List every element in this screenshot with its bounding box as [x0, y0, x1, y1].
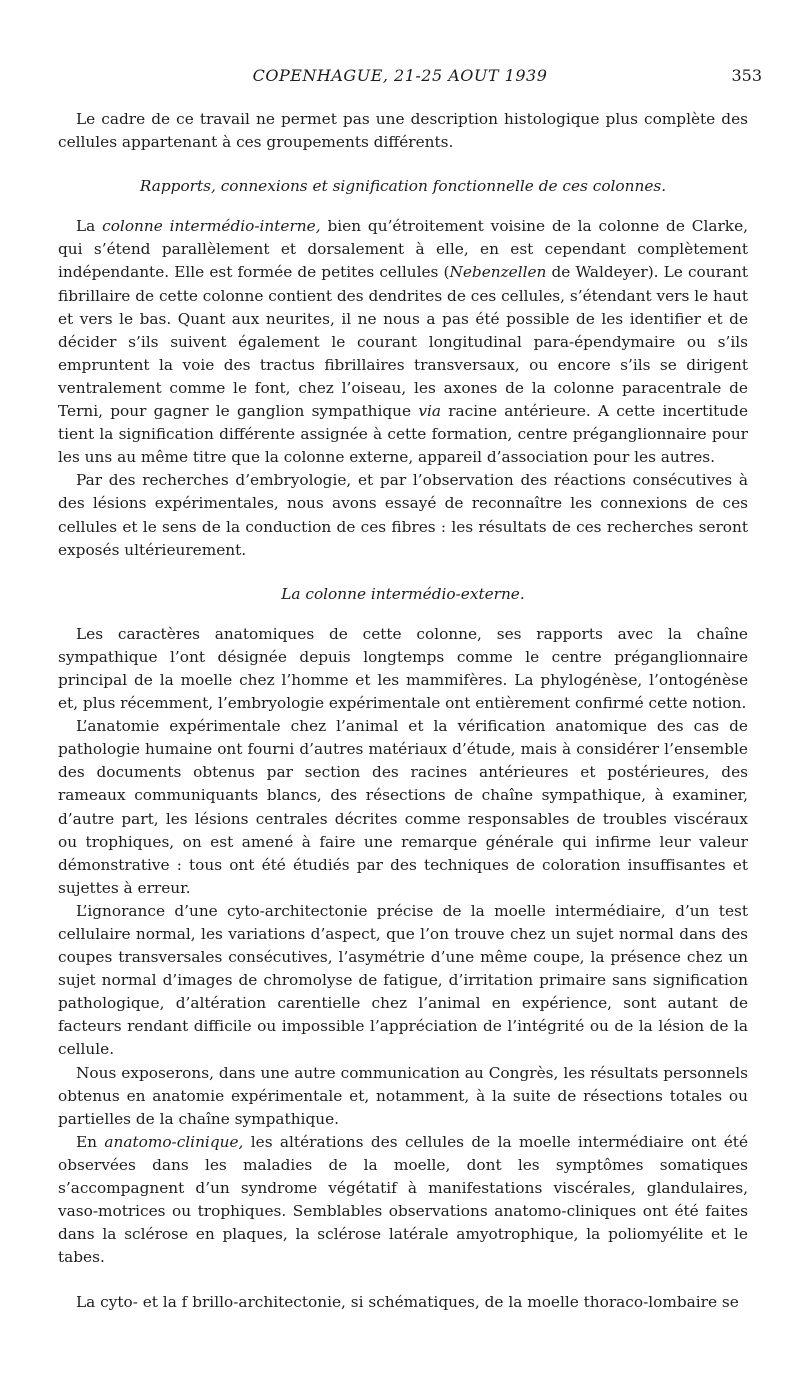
page-number: 353: [731, 66, 762, 85]
paragraph-cyto-architectonie: L’ignorance d’une cyto-architectonie précise de la moelle intermédiaire, d’un test cellulaire normal, les variations d’aspect, que l’on trouve chez un sujet normal dans des coupes transversales consécutives, l’asymétrie d’une même coupe, la présence chez un sujet normal d’images de chromolyse de fatigue, d’irritation primaire sans signification pathologique, d’altération carentielle chez l’animal en expérience, sont autant de facteurs rendant difficile ou impossible l’appréciation de l’intégrité ou de la lésion de la cellule.: [58, 901, 748, 1059]
text-run: de Waldeyer). Le courant fibrillaire de cette colonne contient des dendrites de ces cellules, s’étendant vers le haut et vers le bas. Quant aux neurites, il ne nous a pas été possible de les identifier et de décider s’ils suivent également le courant longitudinal para-épendymaire ou s’ils empruntent la voie des tractus fibrillaires transversaux, ou encore s’ils se dirigent ventralement comme le font, chez l’oiseau, les axones de la colonne paracentrale de Terni, pour gagner le ganglion sympathique: [58, 263, 749, 421]
paragraph-cell-groups: Le cadre de ce travail ne permet pas une description histologique plus complète des cellules appartenant à ces groupements différents.: [58, 110, 748, 152]
text-run: bien qu’étroitement voisine de la colonne de Clarke, qui s’étend parallèlement et dorsalement à elle, en est cependant complètement indépendante. Elle est formée de petites cellules (: [58, 217, 748, 282]
paragraph-intermedio-interne: [58, 215, 748, 469]
text-run: racine antérieure. A cette incertitude tient la signification différente assignée à cette formation, centre préganglionnaire pour les uns au même titre que la colonne externe, appareil d’association pour les autres.: [58, 402, 748, 467]
running-title: COPENHAGUE, 21-25 AOUT 1939: [252, 66, 548, 85]
paragraph-experimental-anatomy: L’anatomie expérimentale chez l’animal et la vérification anatomique des cas de pathologie humaine ont fourni d’autres matériaux d’étude, mais à considérer l’ensemble des documents obtenus par section des racines antérieures et postérieures, des rameaux communiquants blancs, des résections de chaîne sympathique, à examiner, d’autre part, les lésions centrales décrites comme responsables de troubles viscéraux ou trophiques, on est amené à faire une remarque générale qui infirme leur valeur démonstrative : tous ont été étudiés par des techniques de coloration insuffisantes et sujettes à erreur.: [58, 717, 748, 897]
italic-term: via: [418, 402, 441, 421]
paragraph-continued: La cyto- et la f brillo-architectonie, si schématiques, de la moelle thoraco-lombaire se: [76, 1293, 739, 1312]
italic-term: anatomo-clinique,: [104, 1132, 244, 1151]
italic-term: Nebenzellen: [449, 263, 547, 282]
paragraph-anatomical-characters: Les caractères anatomiques de cette colonne, ses rapports avec la chaîne sympathique l’ont désignée depuis longtemps comme le centre préganglionnaire principal de la moelle chez l’homme et les mammifères. La phylogénèse, l’ontogénèse et, plus récemment, l’embryologie expérimentale ont entièrement confirmé cette notion.: [58, 624, 748, 713]
paragraph-anatomo-clinique: [58, 1131, 748, 1270]
section-heading-intermedio-externe: La colonne intermédio-externe.: [281, 584, 525, 603]
page-header: [0, 66, 800, 90]
paragraph-congress-communication: Nous exposerons, dans une autre communication au Congrès, les résultats personnels obtenus en anatomie expérimentale et, notamment, à la suite de résections totales ou partielles de la chaîne sympathique.: [58, 1063, 748, 1128]
text-run: les altérations des cellules de la moelle intermédiaire ont été observées dans les maladies de la moelle, dont les symptômes somatiques s’accompagnent d’un syndrome végétatif à manifestations viscérales, glandulaires, vaso-motrices ou trophiques. Semblables observations anatomo-cliniques ont été faites dans la sclérose en plaques, la sclérose latérale amyotrophique, la poliomyélite et le tabes.: [58, 1132, 748, 1267]
text-run: La: [76, 217, 103, 236]
paragraph-embryology: Par des recherches d’embryologie, et par l’observation des réactions consécutives à des lésions expérimentales, nous avons essayé de reconnaître les connexions de ces cellules et le sens de la conduction de ces fibres : les résultats de ces recherches seront exposés ultérieurement.: [58, 471, 748, 559]
section-heading-connections: Rapports, connexions et signification fonctionnelle de ces colonnes.: [139, 177, 667, 196]
text-run: En: [76, 1132, 105, 1151]
italic-term: colonne intermédio-interne,: [102, 217, 321, 236]
article-body: [58, 108, 748, 1315]
